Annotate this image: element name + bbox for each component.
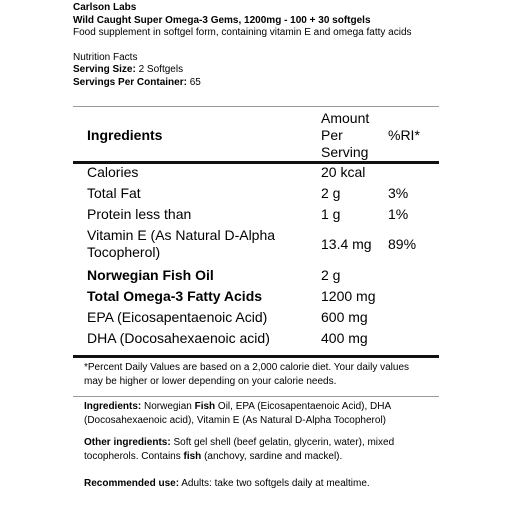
servings-value: 65: [189, 76, 201, 88]
row-amount: 600 mg: [321, 309, 368, 325]
recommended-use-text: [84, 477, 434, 491]
row-name: Total Omega-3 Fatty Acids: [87, 288, 263, 304]
col-amount-line-1: Amount: [321, 110, 370, 126]
col-amount: [321, 110, 369, 161]
product-description: Food supplement in softgel form, containing vitamin E and omega fatty acids: [73, 27, 412, 38]
row-name: Total Fat: [87, 185, 141, 201]
row-name: DHA (Docosahexaenoic acid): [87, 330, 270, 346]
row-ri: 3%: [388, 185, 409, 201]
ingredients-part-1: Norwegian: [141, 401, 195, 412]
row-name-line-1: Vitamin E (As Natural D-Alpha: [87, 227, 276, 243]
row-amount: 1200 mg: [321, 288, 376, 304]
row-name: [87, 227, 317, 261]
col-ingredients: Ingredients: [87, 127, 163, 143]
nutrition-facts-title: Nutrition Facts: [73, 51, 138, 63]
row-amount: 13.4 mg: [321, 236, 372, 252]
percent-footnote: *Percent Daily Values are based on a 2,000 calorie diet. Your daily values may be higher or lower depending on your calorie needs.: [84, 362, 410, 387]
row-name: EPA (Eicosapentaenoic Acid): [87, 309, 268, 325]
col-ri: %RI*: [388, 127, 420, 143]
serving-size-value: 2 Softgels: [138, 64, 184, 75]
allergen-fish: fish: [183, 451, 202, 462]
row-name-line-2: Tocopherol): [87, 244, 161, 260]
other-part-1: Soft gel shell (beef gelatin, glycerin, water), mixed tocopherols. Contains: [84, 437, 395, 462]
ingredients-label: Ingredients:: [84, 401, 142, 412]
brand-name: Carlson Labs: [73, 2, 137, 13]
other-ingredients-text: [84, 436, 434, 464]
row-ri: 1%: [388, 206, 409, 222]
divider: [73, 106, 439, 107]
servings-per-container: [73, 77, 453, 90]
row-amount: 1 g: [321, 206, 341, 222]
allergen-fish: Fish: [194, 401, 216, 412]
row-amount: 2 g: [321, 185, 341, 201]
recommended-use-label: Recommended use:: [84, 478, 180, 489]
row-amount: 400 mg: [321, 330, 368, 346]
servings-label: Servings Per Container:: [73, 76, 187, 88]
other-part-2: (anchovy, sardine and mackel).: [201, 451, 343, 462]
thick-divider: [73, 355, 439, 358]
row-name: Norwegian Fish Oil: [87, 267, 214, 283]
col-amount-line-2: Per: [321, 127, 343, 143]
row-amount: 20 kcal: [321, 164, 366, 180]
recommended-use-value: Adults: take two softgels daily at mealtime.: [179, 478, 370, 489]
ingredients-text: [84, 400, 434, 428]
nutrition-facts-block: [73, 52, 453, 90]
product-header: [73, 2, 453, 89]
other-ingredients-label: Other ingredients:: [84, 437, 171, 448]
row-amount: 2 g: [321, 267, 341, 283]
serving-size-label: Serving Size:: [73, 64, 136, 75]
ingredients-part-2: Oil, EPA (Eicosapentaenoic Acid), DHA (Docosahexaenoic acid), Vitamin E (As Natural D-Alpha Tocopherol): [84, 401, 391, 426]
row-name: Calories: [87, 164, 139, 180]
row-ri: 89%: [388, 236, 417, 252]
row-name: Protein less than: [87, 206, 192, 222]
serving-size: [73, 64, 453, 77]
divider: [73, 396, 439, 397]
product-name: Wild Caught Super Omega-3 Gems, 1200mg - 100 + 30 softgels: [73, 14, 371, 26]
col-amount-line-3: Serving: [321, 144, 369, 160]
